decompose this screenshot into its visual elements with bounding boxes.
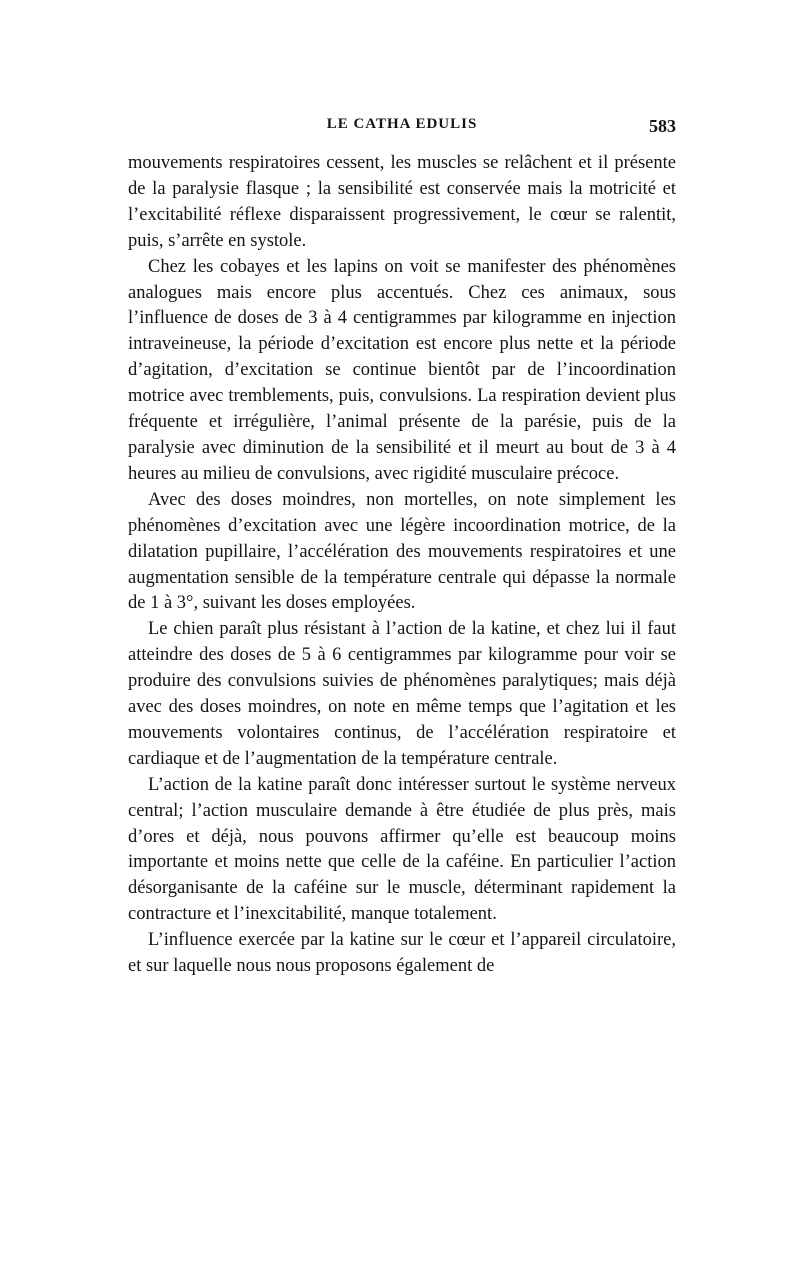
paragraph-chien: Le chien paraît plus résistant à l’action de la katine, et chez lui il faut atteindre des doses de 5 à 6 centigrammes par kilogramme pour voir se produire des convulsions suivies de phénomènes paralytiques; mais déjà avec des doses moindres, on note en même temps que l’agitation et les mouvements volontaires continus, de l’accélération respiratoire et cardiaque et de l’augmentation de la température centrale. [128, 619, 676, 769]
paragraph-doses-moindres: Avec des doses moindres, non mortelles, on note simplement les phénomènes d’excitation avec une légère incoordination motrice, de la dilatation pupillaire, l’accélération des mouvements respiratoires et une augmentation sensible de la température centrale qui dépasse la normale de 1 à 3°, suivant les doses employées. [128, 489, 676, 614]
running-head [128, 116, 676, 140]
paragraph-cobayes-lapins: Chez les cobayes et les lapins on voit se manifester des phénomènes analogues mais encore plus accentués. Chez ces animaux, sous l’influence de doses de 3 à 4 centigrammes par kilogramme en injection intraveineuse, la période d’excitation est encore plus nette et la période d’agitation, d’excitation se continue bientôt par de l’incoordination motrice avec tremblements, puis, convulsions. La respiration devient plus fréquente et irrégulière, l’animal présente de la parésie, puis de la paralysie avec diminution de la sensibilité et il meurt au bout de 3 à 4 heures au milieu de convulsions, avec rigidité musculaire précoce. [128, 256, 676, 484]
paragraph-action-katine: L’action de la katine paraît donc intéresser surtout le système nerveux central; l’action musculaire demande à être étudiée de plus près, mais d’ores et déjà, nous pouvons affirmer qu’elle est beaucoup moins importante et moins nette que celle de la caféine. En particulier l’action désorganisante de la caféine sur le muscle, déterminant rapidement la contracture et l’inexcitabilité, manque totalement. [128, 774, 676, 925]
paragraph-influence-coeur: L’influence exercée par la katine sur le cœur et l’appareil circulatoire, et sur laquelle nous nous proposons également de [128, 930, 676, 977]
paragraph-continuation: mouvements respiratoires cessent, les muscles se relâchent et il présente de la paralysie flasque ; la sensibilité est conservée mais la motricité et l’excitabilité réflexe disparaissent progressivement, le cœur se ralentit, puis, s’arrête en systole. [128, 153, 676, 251]
body-text [128, 151, 676, 980]
page-number: 583 [649, 116, 676, 136]
running-title: LE CATHA EDULIS [326, 116, 478, 132]
